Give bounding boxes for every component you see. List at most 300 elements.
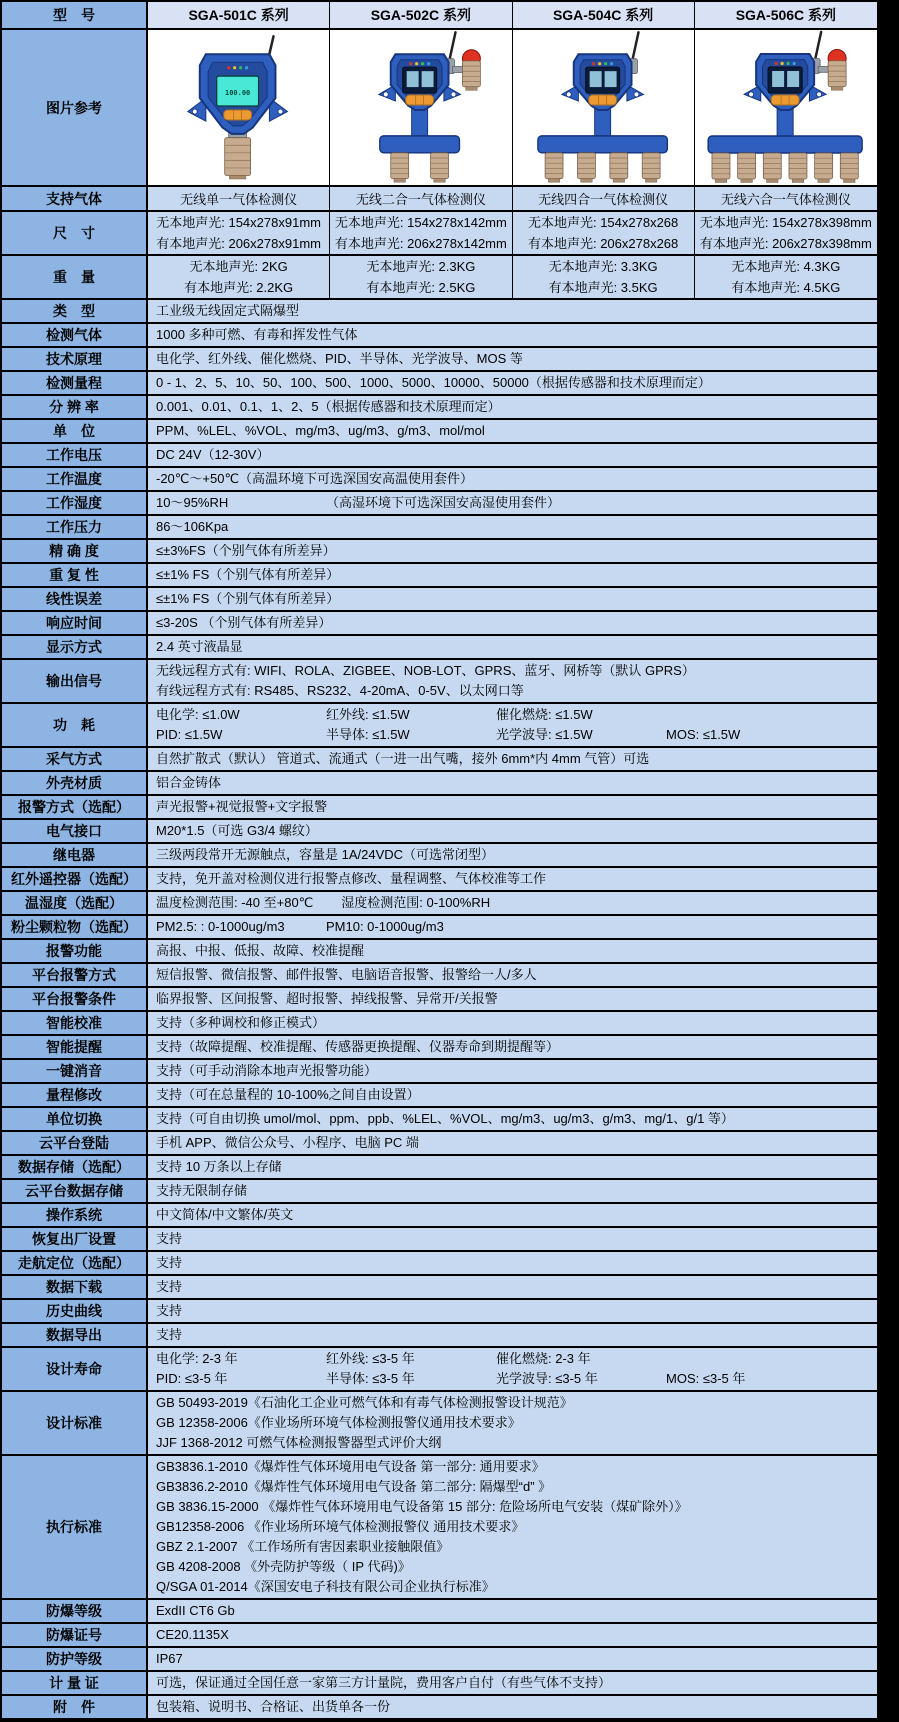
spec-row: [2, 1392, 877, 1456]
spec-line: [156, 989, 869, 1009]
spec-segment: DC 24V（12-30V）: [156, 447, 270, 462]
spec-segment: ≤3-20S （个别气体有所差异）: [156, 615, 332, 630]
spec-row: [2, 1228, 877, 1252]
spec-line: [156, 493, 869, 513]
header-model-label: 型 号: [2, 2, 148, 28]
spec-row-value: [148, 636, 877, 658]
spec-row: [2, 1180, 877, 1204]
spec-segment: 工业级无线固定式隔爆型: [156, 303, 300, 318]
spec-row-value: [148, 1252, 877, 1274]
spec-row: [2, 1672, 877, 1696]
product-image-sga-504c: [513, 30, 695, 185]
spec-row-value: [148, 588, 877, 610]
spec-line: [156, 1557, 869, 1577]
spec-line: [156, 1301, 869, 1321]
spec-row-value: [148, 492, 877, 514]
spec-row-value: [148, 564, 877, 586]
weight-504c: [513, 256, 695, 298]
spec-row: [2, 844, 877, 868]
spec-line: [156, 1601, 869, 1621]
spec-row: [2, 1156, 877, 1180]
spec-row-label: 平台报警方式: [2, 964, 148, 986]
spec-line: [156, 637, 869, 657]
spec-row-value: [148, 1600, 877, 1622]
spec-row-label: 输出信号: [2, 660, 148, 702]
spec-rows: [2, 300, 877, 1720]
weight-row: [2, 256, 877, 300]
size-line: 有本地声光: 206x278x142mm: [334, 236, 507, 251]
weight-line: 无本地声光: 3.3KG: [548, 259, 658, 274]
spec-row-label: 报警功能: [2, 940, 148, 962]
supported-gas-506c: 无线六合一气体检测仪: [695, 187, 877, 210]
spec-line: [156, 1205, 869, 1225]
spec-segment: 有线远程方式有: RS485、RS232、4-20mA、0-5V、以太网口等: [156, 683, 524, 698]
spec-line: [156, 301, 869, 321]
spec-row-value: [148, 348, 877, 370]
size-line: 无本地声光: 154x278x142mm: [334, 215, 507, 230]
supported-gas-501c: 无线单一气体检测仪: [148, 187, 330, 210]
header-row: [2, 2, 877, 30]
spec-row-value: [148, 540, 877, 562]
spec-row-value: [148, 1348, 877, 1390]
spec-row-label: 电气接口: [2, 820, 148, 842]
spec-segment: 光学波导: ≤1.5W: [496, 727, 593, 742]
spec-row-label: 智能校准: [2, 1012, 148, 1034]
spec-segment: GB 50493-2019《石油化工企业可燃气体和有毒气体检测报警设计规范》: [156, 1395, 573, 1410]
spec-row-value: [148, 916, 877, 938]
spec-row: [2, 940, 877, 964]
spec-segment: 湿度检测范围: 0-100%RH: [341, 895, 491, 910]
spec-line: [156, 845, 869, 865]
spec-row: [2, 1696, 877, 1720]
spec-segment: 包装箱、说明书、合格证、出货单各一份: [156, 1699, 391, 1714]
spec-row-label: 工作温度: [2, 468, 148, 490]
spec-row: [2, 444, 877, 468]
spec-row: [2, 396, 877, 420]
spec-row: [2, 492, 877, 516]
spec-segment: 可选，保证通过全国任意一家第三方计量院，费用客户自付（有些气体不支持）: [156, 1675, 612, 1690]
spec-row: [2, 892, 877, 916]
size-label: 尺 寸: [2, 212, 148, 254]
spec-row-label: 恢复出厂设置: [2, 1228, 148, 1250]
spec-segment: 86～106Kpa: [156, 519, 229, 534]
spec-line: [156, 1537, 869, 1557]
spec-row-label: 显示方式: [2, 636, 148, 658]
size-line: 无本地声光: 154x278x91mm: [156, 215, 321, 230]
spec-segment: 支持: [156, 1255, 183, 1270]
spec-line: [156, 1649, 869, 1669]
spec-segment: 催化燃烧: 2-3 年: [496, 1351, 591, 1366]
spec-row-label: 分 辨 率: [2, 396, 148, 418]
spec-line: [156, 1013, 869, 1033]
spec-row: [2, 1624, 877, 1648]
spec-row-value: [148, 772, 877, 794]
spec-row-value: [148, 612, 877, 634]
spec-row: [2, 612, 877, 636]
size-line: 无本地声光: 154x278x268: [527, 215, 679, 230]
product-image-sga-506c: [695, 30, 877, 185]
spec-row-value: [148, 1624, 877, 1646]
spec-line: [156, 349, 869, 369]
size-506c: [695, 212, 877, 254]
spec-segment: 三级两段常开无源触点，容量是 1A/24VDC（可选常闭型）: [156, 847, 495, 862]
spec-row-value: [148, 1324, 877, 1346]
product-image-sga-501c: [148, 30, 330, 185]
spec-segment: JJF 1368-2012 可燃气体检测报警器型式评价大纲: [156, 1435, 442, 1450]
spec-row-value: [148, 1108, 877, 1130]
weight-line: 有本地声光: 4.5KG: [731, 280, 841, 295]
spec-segment: M20*1.5（可选 G3/4 螺纹）: [156, 823, 318, 838]
spec-segment: PPM、%LEL、%VOL、mg/m3、ug/m3、g/m3、mol/mol: [156, 423, 485, 438]
spec-segment: 催化燃烧: ≤1.5W: [496, 707, 593, 722]
weight-502c: [330, 256, 512, 298]
spec-segment: GB 12358-2006《作业场所环境气体检测报警仪通用技术要求》: [156, 1415, 521, 1430]
spec-line: [156, 1393, 869, 1413]
spec-row-value: [148, 468, 877, 490]
spec-row-label: 检测量程: [2, 372, 148, 394]
spec-row-value: [148, 868, 877, 890]
spec-row-label: 一键消音: [2, 1060, 148, 1082]
spec-row: [2, 988, 877, 1012]
spec-row-label: 单 位: [2, 420, 148, 442]
spec-line: [156, 1229, 869, 1249]
spec-segment: 临界报警、区间报警、超时报警、掉线报警、异常开/关报警: [156, 991, 498, 1006]
spec-line: [156, 1517, 869, 1537]
spec-row: [2, 704, 877, 748]
spec-row-label: 外壳材质: [2, 772, 148, 794]
spec-segment: 自然扩散式（默认） 管道式、流通式（一进一出气嘴，接外 6mm*内 4mm 气管）可选: [156, 751, 650, 766]
spec-row: [2, 1252, 877, 1276]
image-row: [2, 30, 877, 187]
spec-line: [156, 1037, 869, 1057]
spec-row-value: [148, 1648, 877, 1670]
spec-segment: 红外线: ≤1.5W: [326, 707, 410, 722]
spec-row-value: [148, 1696, 877, 1718]
spec-line: [156, 821, 869, 841]
spec-row-value: [148, 1204, 877, 1226]
spec-table: [2, 2, 877, 1720]
supported-gas-504c: 无线四合一气体检测仪: [513, 187, 695, 210]
spec-row-value: [148, 1012, 877, 1034]
spec-segment: 0 - 1、2、5、10、50、100、500、1000、5000、10000、50000（根据传感器和技术原理而定）: [156, 375, 711, 390]
spec-line: [156, 445, 869, 465]
spec-row-value: [148, 940, 877, 962]
spec-line: [156, 1457, 869, 1477]
spec-line: [156, 1277, 869, 1297]
spec-line: [156, 373, 869, 393]
spec-row-value: [148, 300, 877, 322]
spec-row: [2, 564, 877, 588]
spec-row-value: [148, 1156, 877, 1178]
spec-line: [156, 541, 869, 561]
spec-row: [2, 468, 877, 492]
spec-row: [2, 516, 877, 540]
spec-row: [2, 324, 877, 348]
spec-row: [2, 868, 877, 892]
spec-row-label: 设计寿命: [2, 1348, 148, 1390]
supported-gas-label: 支持气体: [2, 187, 148, 210]
spec-segment: 支持（可自由切换 umol/mol、ppm、ppb、%LEL、%VOL、mg/m3、ug/m3、g/m3、mg/1、g/1 等）: [156, 1111, 734, 1126]
spec-row-value: [148, 964, 877, 986]
spec-row-label: 数据下载: [2, 1276, 148, 1298]
spec-row-label: 继电器: [2, 844, 148, 866]
spec-segment: 支持，免开盖对检测仪进行报警点修改、量程调整、气体校准等工作: [156, 871, 547, 886]
spec-segment: 电化学: ≤1.0W: [156, 707, 240, 722]
spec-line: [156, 1325, 869, 1345]
spec-line: [156, 1497, 869, 1517]
spec-line: [156, 1133, 869, 1153]
spec-line: [156, 589, 869, 609]
spec-line: [156, 1673, 869, 1693]
spec-row-value: [148, 1276, 877, 1298]
spec-row-label: 采气方式: [2, 748, 148, 770]
spec-row-label: 量程修改: [2, 1084, 148, 1106]
spec-segment: 中文简体/中文繁体/英文: [156, 1207, 294, 1222]
spec-segment: 支持（可手动消除本地声光报警功能）: [156, 1063, 378, 1078]
spec-row-value: [148, 1060, 877, 1082]
spec-row-label: 功 耗: [2, 704, 148, 746]
spec-row-value: [148, 324, 877, 346]
spec-row-label: 云平台数据存储: [2, 1180, 148, 1202]
spec-line: [156, 613, 869, 633]
spec-row: [2, 588, 877, 612]
spec-segment: 声光报警+视觉报警+文字报警: [156, 799, 328, 814]
spec-row-value: [148, 1228, 877, 1250]
supported-gas-row: [2, 187, 877, 212]
spec-row-label: 操作系统: [2, 1204, 148, 1226]
header-model-sga-506c: SGA-506C 系列: [695, 2, 877, 28]
spec-row-label: 防爆证号: [2, 1624, 148, 1646]
spec-row-value: [148, 1084, 877, 1106]
spec-row-value: [148, 516, 877, 538]
spec-row: [2, 1648, 877, 1672]
spec-row: [2, 420, 877, 444]
spec-row-label: 数据导出: [2, 1324, 148, 1346]
spec-segment: 短信报警、微信报警、邮件报警、电脑语音报警、报警给一人/多人: [156, 967, 537, 982]
spec-row: [2, 348, 877, 372]
size-line: 有本地声光: 206x278x268: [527, 236, 679, 251]
spec-segment: 支持: [156, 1303, 183, 1318]
spec-row: [2, 1132, 877, 1156]
spec-row-label: 附 件: [2, 1696, 148, 1718]
spec-row-label: 计 量 证: [2, 1672, 148, 1694]
spec-row: [2, 1204, 877, 1228]
spec-row: [2, 636, 877, 660]
spec-line: [156, 469, 869, 489]
spec-row-value: [148, 660, 877, 702]
spec-line: [156, 1413, 869, 1433]
spec-row: [2, 820, 877, 844]
spec-row-value: [148, 396, 877, 418]
spec-segment: -20℃～+50℃（高温环境下可选深国安高温使用套件）: [156, 471, 474, 486]
spec-row-value: [148, 1672, 877, 1694]
spec-line: [156, 325, 869, 345]
spec-row-label: 设计标准: [2, 1392, 148, 1454]
spec-line: [156, 1369, 869, 1389]
spec-segment: 支持: [156, 1231, 183, 1246]
spec-segment: 光学波导: ≤3-5 年: [496, 1371, 598, 1386]
spec-row-label: 检测气体: [2, 324, 148, 346]
spec-row-value: [148, 748, 877, 770]
spec-segment: ≤±1% FS（个别气体有所差异）: [156, 567, 340, 582]
spec-row-value: [148, 796, 877, 818]
spec-segment: 支持: [156, 1327, 183, 1342]
spec-segment: GB 4208-2008 《外壳防护等级（ IP 代码)》: [156, 1559, 411, 1574]
spec-line: [156, 1109, 869, 1129]
spec-line: [156, 661, 869, 681]
spec-line: [156, 397, 869, 417]
weight-506c: [695, 256, 877, 298]
spec-segment: 铝合金铸体: [156, 775, 222, 790]
spec-row-label: 单位切换: [2, 1108, 148, 1130]
size-line: 无本地声光: 154x278x398mm: [699, 215, 872, 230]
spec-row: [2, 1084, 877, 1108]
spec-segment: ≤±1% FS（个别气体有所差异）: [156, 591, 340, 606]
spec-line: [156, 1577, 869, 1597]
weight-line: 无本地声光: 2.3KG: [366, 259, 476, 274]
spec-row: [2, 1300, 877, 1324]
spec-row-value: [148, 372, 877, 394]
spec-line: [156, 1253, 869, 1273]
size-502c: [330, 212, 512, 254]
header-model-sga-501c: SGA-501C 系列: [148, 2, 330, 28]
svg-text:100.00: 100.00: [225, 89, 251, 98]
spec-line: [156, 1477, 869, 1497]
spec-segment: 半导体: ≤1.5W: [326, 727, 410, 742]
spec-segment: PID: ≤3-5 年: [156, 1371, 228, 1386]
spec-row-label: 走航定位（选配）: [2, 1252, 148, 1274]
spec-line: [156, 517, 869, 537]
spec-segment: GB12358-2006 《作业场所环境气体检测报警仪 通用技术要求》: [156, 1519, 525, 1534]
spec-row-label: 粉尘颗粒物（选配）: [2, 916, 148, 938]
spec-segment: 电化学、红外线、催化燃烧、PID、半导体、光学波导、MOS 等: [156, 351, 523, 366]
spec-segment: 支持: [156, 1279, 183, 1294]
image-row-label: 图片参考: [2, 30, 148, 185]
spec-row: [2, 1348, 877, 1392]
spec-row-value: [148, 892, 877, 914]
spec-segment: GB3836.1-2010《爆炸性气体环境用电气设备 第一部分: 通用要求》: [156, 1459, 545, 1474]
spec-segment: 10～95%RH: [156, 495, 229, 510]
spec-segment: GBZ 2.1-2007 《工作场所有害因素职业接触限值》: [156, 1539, 450, 1554]
spec-segment: IP67: [156, 1651, 183, 1666]
spec-segment: 温度检测范围: -40 至+80℃: [156, 895, 314, 910]
spec-line: [156, 941, 869, 961]
spec-line: [156, 773, 869, 793]
spec-row: [2, 300, 877, 324]
spec-line: [156, 1625, 869, 1645]
spec-row: [2, 1060, 877, 1084]
spec-row: [2, 964, 877, 988]
spec-row-label: 执行标准: [2, 1456, 148, 1598]
size-504c: [513, 212, 695, 254]
spec-row-value: [148, 1180, 877, 1202]
spec-segment: 支持（故障提醒、校准提醒、传感器更换提醒、仪器寿命到期提醒等）: [156, 1039, 560, 1054]
spec-line: [156, 1433, 869, 1453]
spec-row-label: 智能提醒: [2, 1036, 148, 1058]
spec-row: [2, 772, 877, 796]
spec-row-value: [148, 820, 877, 842]
spec-row-label: 重 复 性: [2, 564, 148, 586]
weight-501c: [148, 256, 330, 298]
weight-line: 有本地声光: 2.2KG: [184, 280, 294, 295]
supported-gas-502c: 无线二合一气体检测仪: [330, 187, 512, 210]
spec-line: [156, 797, 869, 817]
size-row: [2, 212, 877, 256]
spec-row: [2, 1108, 877, 1132]
spec-row: [2, 1276, 877, 1300]
spec-row-value: [148, 1132, 877, 1154]
spec-row: [2, 660, 877, 704]
spec-row-label: 云平台登陆: [2, 1132, 148, 1154]
spec-row-label: 防护等级: [2, 1648, 148, 1670]
spec-row-label: 工作电压: [2, 444, 148, 466]
spec-row-value: [148, 444, 877, 466]
spec-row: [2, 1036, 877, 1060]
spec-segment: 2.4 英寸液晶显: [156, 639, 243, 654]
spec-row-label: 精 确 度: [2, 540, 148, 562]
spec-segment: PM2.5: : 0-1000ug/m3: [156, 919, 285, 934]
spec-line: [156, 1061, 869, 1081]
spec-row-label: 技术原理: [2, 348, 148, 370]
spec-line: [156, 917, 869, 937]
spec-segment: 支持（可在总量程的 10-100%之间自由设置）: [156, 1087, 420, 1102]
spec-line: [156, 1181, 869, 1201]
spec-row-label: 响应时间: [2, 612, 148, 634]
weight-line: 无本地声光: 4.3KG: [731, 259, 841, 274]
spec-segment: 支持 10 万条以上存储: [156, 1159, 282, 1174]
header-model-sga-502c: SGA-502C 系列: [330, 2, 512, 28]
weight-label: 重 量: [2, 256, 148, 298]
spec-line: [156, 421, 869, 441]
spec-segment: ExdII CT6 Gb: [156, 1603, 235, 1618]
spec-line: [156, 893, 869, 913]
spec-row: [2, 916, 877, 940]
spec-segment: 支持无限制存储: [156, 1183, 248, 1198]
spec-segment: 高报、中报、低报、故障、校准提醒: [156, 943, 365, 958]
spec-row-value: [148, 1300, 877, 1322]
spec-segment: 无线远程方式有: WIFI、ROLA、ZIGBEE、NOB-LOT、GPRS、蓝牙、网桥等（默认 GPRS）: [156, 663, 695, 678]
spec-row-value: [148, 844, 877, 866]
spec-row: [2, 748, 877, 772]
spec-segment: CE20.1135X: [156, 1627, 229, 1642]
spec-segment: 支持（多种调校和修正模式）: [156, 1015, 326, 1030]
weight-line: 有本地声光: 2.5KG: [366, 280, 476, 295]
spec-row-label: 工作压力: [2, 516, 148, 538]
spec-segment: PM10: 0-1000ug/m3: [326, 919, 444, 934]
spec-segment: PID: ≤1.5W: [156, 727, 223, 742]
spec-row-label: 报警方式（选配）: [2, 796, 148, 818]
spec-line: [156, 681, 869, 701]
spec-segment: Q/SGA 01-2014《深国安电子科技有限公司企业执行标准》: [156, 1579, 495, 1594]
spec-segment: GB3836.2-2010《爆炸性气体环境用电气设备 第二部分: 隔爆型“d” 》: [156, 1479, 552, 1494]
spec-line: [156, 705, 869, 725]
weight-line: 有本地声光: 3.5KG: [548, 280, 658, 295]
spec-row-label: 类 型: [2, 300, 148, 322]
spec-segment: 手机 APP、微信公众号、小程序、电脑 PC 端: [156, 1135, 419, 1150]
spec-segment: （高湿环境下可选深国安高湿使用套件）: [326, 495, 561, 510]
spec-segment: 半导体: ≤3-5 年: [326, 1371, 415, 1386]
product-image-sga-502c: [330, 30, 512, 185]
spec-row-value: [148, 1392, 877, 1454]
spec-line: [156, 749, 869, 769]
spec-row-label: 红外遥控器（选配）: [2, 868, 148, 890]
spec-row: [2, 540, 877, 564]
spec-row: [2, 1012, 877, 1036]
spec-line: [156, 1157, 869, 1177]
weight-line: 无本地声光: 2KG: [189, 259, 288, 274]
spec-segment: 红外线: ≤3-5 年: [326, 1351, 415, 1366]
spec-line: [156, 565, 869, 585]
